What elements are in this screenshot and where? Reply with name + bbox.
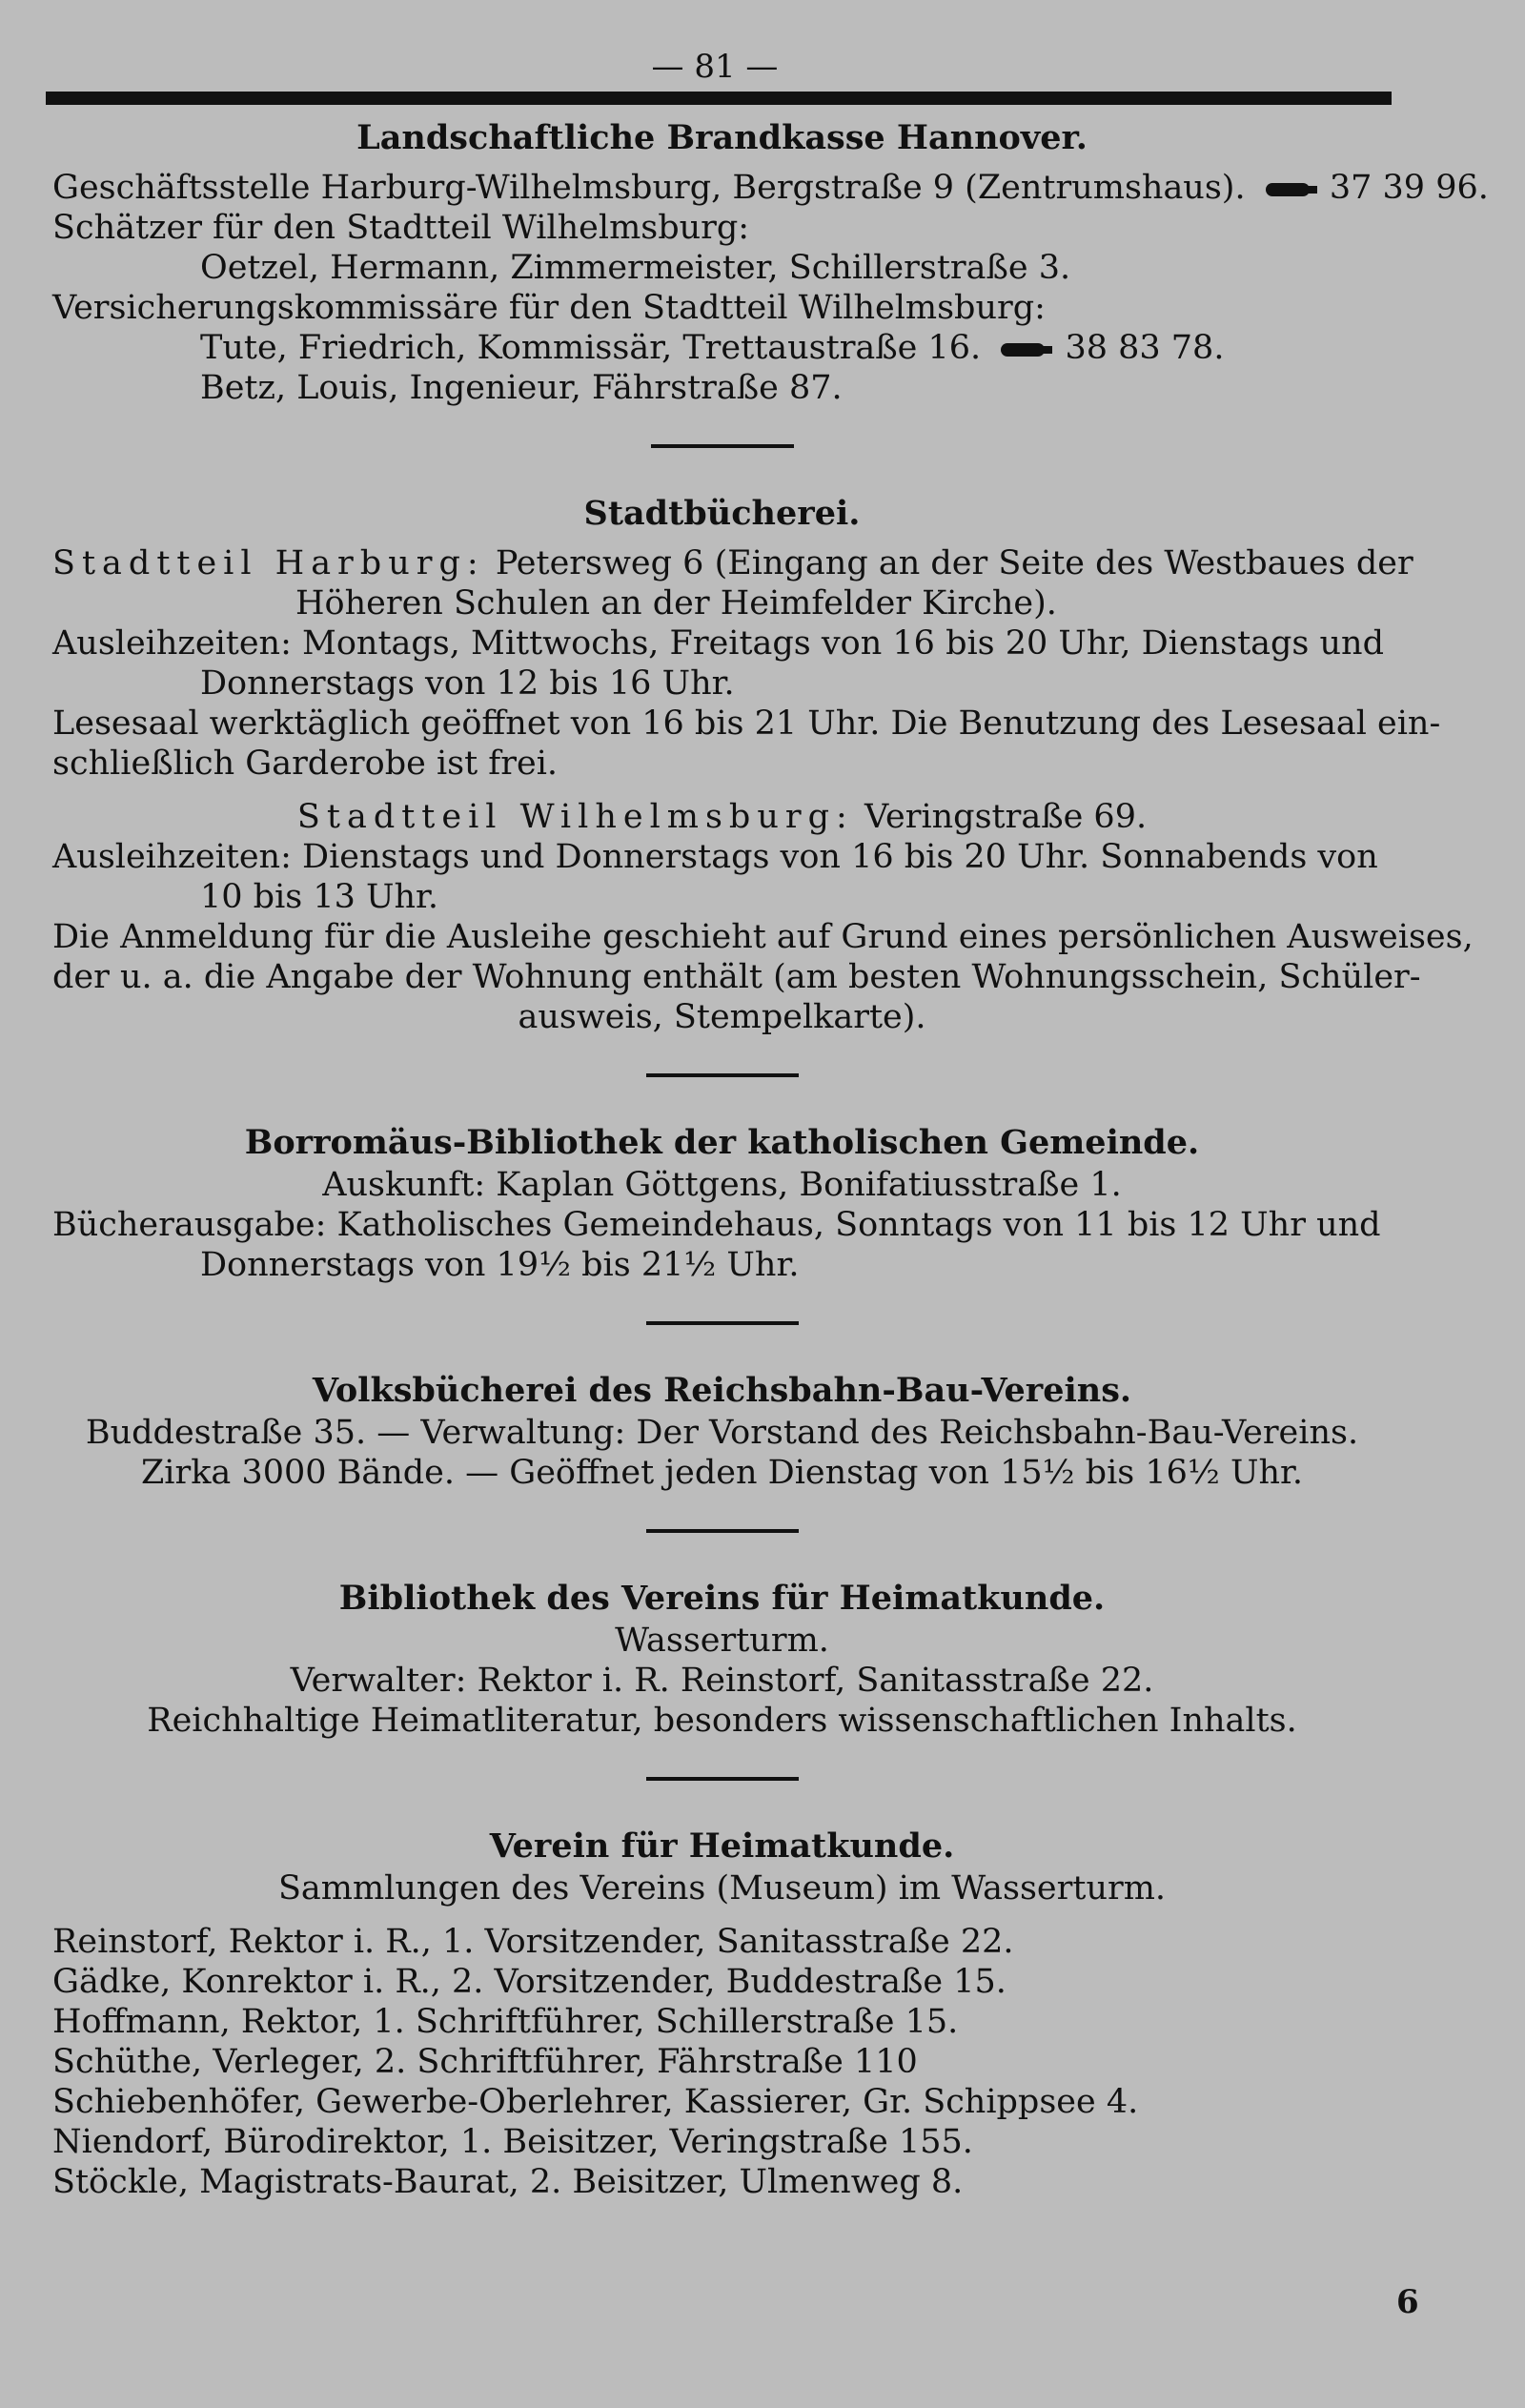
list-item: Schüthe, Verleger, 2. Schriftführer, Fährstraße 110	[52, 2043, 918, 2081]
section-divider	[646, 1529, 799, 1533]
telephone-icon	[1001, 343, 1045, 357]
section-title-stadtbuecherei: Stadtbücherei.	[583, 494, 861, 533]
signature-mark: 6	[1396, 2283, 1419, 2321]
section-title-brandkasse: Landschaftliche Brandkasse Hannover.	[356, 118, 1088, 157]
bibliothek-description: Reichhaltige Heimatliteratur, besonders wissenschaftlichen Inhalts.	[147, 1702, 1297, 1740]
section-divider	[646, 1073, 799, 1077]
kommissaere-heading: Versicherungskommissäre für den Stadtteil Wilhelmsburg:	[52, 289, 1046, 327]
verein-subtitle: Sammlungen des Vereins (Museum) im Wasserturm.	[277, 1869, 1167, 1908]
harburg-address-cont-text: Höheren Schulen an der Heimfelder Kirche).	[295, 584, 1057, 622]
anmeldung-line-c: ausweis, Stempelkarte).	[518, 998, 926, 1036]
brandkasse-office-phone: 37 39 96.	[1329, 169, 1489, 207]
wilhelmsburg-label: Stadtteil Wilhelmsburg:	[296, 798, 854, 836]
wilhelmsburg-hours-a: Ausleihzeiten: Dienstags und Donnerstags von 16 bis 20 Uhr. Sonnabends von	[52, 838, 1378, 876]
section-title-borromaeus: Borromäus-Bibliothek der katholischen Gemeinde.	[244, 1123, 1200, 1162]
section-divider	[651, 444, 794, 448]
anmeldung-line-a: Die Anmeldung für die Ausleihe geschieht auf Grund eines persönlichen Ausweises,	[52, 918, 1474, 956]
brandkasse-office-line	[52, 168, 1489, 208]
page-content	[52, 112, 1489, 2202]
schaetzer-heading: Schätzer für den Stadtteil Wilhelmsburg:	[52, 209, 750, 247]
wilhelmsburg-address-line	[52, 797, 1392, 837]
harburg-address: Petersweg 6 (Eingang an der Seite des Westbaues der	[495, 544, 1413, 582]
borromaeus-ausgabe-a: Bücherausgabe: Katholisches Gemeindehaus, Sonntags von 11 bis 12 Uhr und	[52, 1206, 1381, 1244]
bibliothek-location: Wasserturm.	[615, 1622, 829, 1660]
section-divider	[646, 1321, 799, 1325]
section-title-volksbuecherei: Volksbücherei des Reichsbahn-Bau-Vereins.	[312, 1371, 1132, 1410]
lesesaal-line-b: schließlich Garderobe ist frei.	[52, 745, 559, 783]
list-item: Gädke, Konrektor i. R., 2. Vorsitzender, Buddestraße 15.	[52, 1963, 1006, 2001]
verein-members-list	[52, 1922, 1392, 2202]
list-item: Schiebenhöfer, Gewerbe-Oberlehrer, Kassierer, Gr. Schippsee 4.	[52, 2083, 1139, 2121]
kommissaer-tute-phone: 38 83 78.	[1065, 329, 1225, 367]
volksbuecherei-line-2: Zirka 3000 Bände. — Geöffnet jeden Dienstag von 15½ bis 16½ Uhr.	[140, 1454, 1304, 1492]
anmeldung-line-b: der u. a. die Angabe der Wohnung enthält (am besten Wohnungsschein, Schüler-	[52, 958, 1421, 996]
harburg-hours-a: Ausleihzeiten: Montags, Mittwochs, Freitags von 16 bis 20 Uhr, Dienstags und	[52, 624, 1384, 663]
kommissaer-entry-tute	[52, 328, 1392, 368]
header-rule	[46, 92, 1392, 105]
wilhelmsburg-address: Veringstraße 69.	[864, 798, 1148, 836]
borromaeus-auskunft: Auskunft: Kaplan Göttgens, Bonifatiusstraße 1.	[322, 1166, 1122, 1204]
harburg-address-line	[52, 543, 1413, 583]
list-item: Stöckle, Magistrats-Baurat, 2. Beisitzer, Ulmenweg 8.	[52, 2163, 964, 2201]
kommissaer-tute-text: Tute, Friedrich, Kommissär, Trettaustraße 16.	[200, 329, 982, 367]
list-item: Hoffmann, Rektor, 1. Schriftführer, Schillerstraße 15.	[52, 2003, 959, 2041]
volksbuecherei-line-1: Buddestraße 35. — Verwaltung: Der Vorstand des Reichsbahn-Bau-Vereins.	[85, 1414, 1359, 1452]
list-item: Niendorf, Bürodirektor, 1. Beisitzer, Veringstraße 155.	[52, 2123, 973, 2161]
list-item: Reinstorf, Rektor i. R., 1. Vorsitzender, Sanitasstraße 22.	[52, 1923, 1014, 1961]
brandkasse-office-text: Geschäftsstelle Harburg-Wilhelmsburg, Bergstraße 9 (Zentrumshaus).	[52, 169, 1246, 207]
section-title-bibliothek-heimatkunde: Bibliothek des Vereins für Heimatkunde.	[338, 1579, 1106, 1618]
schaetzer-entry: Oetzel, Hermann, Zimmermeister, Schillerstraße 3.	[200, 249, 1071, 287]
lesesaal-line-a: Lesesaal werktäglich geöffnet von 16 bis 21 Uhr. Die Benutzung des Lesesaal ein-	[52, 704, 1441, 743]
telephone-icon	[1266, 183, 1310, 196]
bibliothek-verwalter: Verwalter: Rektor i. R. Reinstorf, Sanitasstraße 22.	[290, 1662, 1154, 1700]
section-title-verein-heimatkunde: Verein für Heimatkunde.	[489, 1826, 955, 1866]
borromaeus-ausgabe-b: Donnerstags von 19½ bis 21½ Uhr.	[200, 1246, 800, 1284]
page-number: — 81 —	[651, 48, 779, 86]
kommissaer-entry-betz: Betz, Louis, Ingenieur, Fährstraße 87.	[200, 369, 843, 407]
harburg-label: Stadtteil Harburg:	[52, 544, 485, 582]
wilhelmsburg-hours-b: 10 bis 13 Uhr.	[200, 878, 439, 916]
harburg-hours-b: Donnerstags von 12 bis 16 Uhr.	[200, 664, 735, 703]
harburg-address-cont	[52, 583, 1392, 623]
section-divider	[646, 1777, 799, 1781]
